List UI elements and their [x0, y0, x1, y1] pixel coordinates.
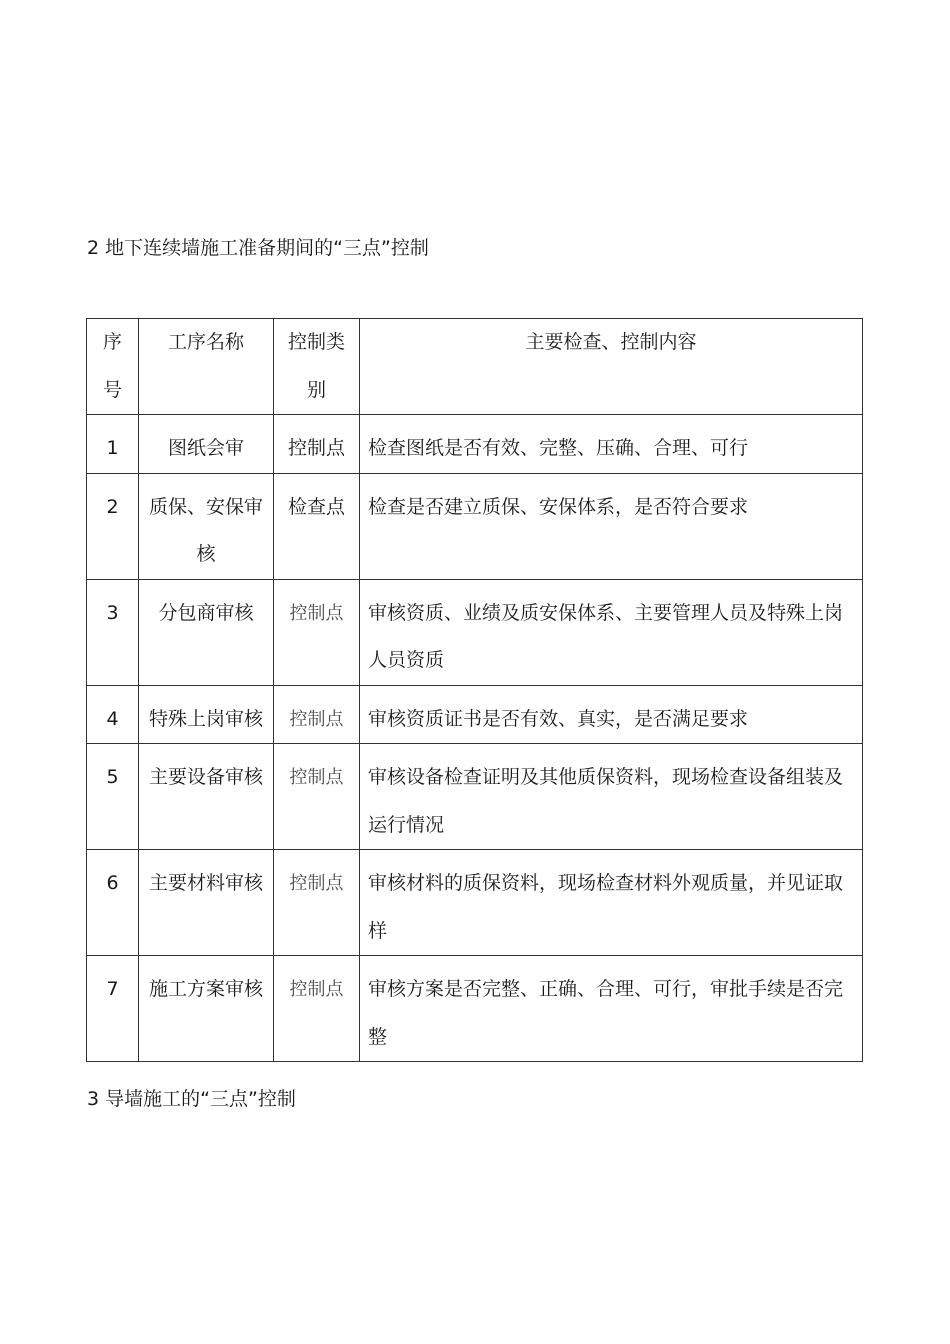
cell-no: 4: [87, 685, 139, 744]
cell-name: 图纸会审: [139, 415, 274, 474]
header-no: 序号: [87, 319, 139, 415]
section-heading-2: 2 地下连续墙施工准备期间的“三点”控制: [87, 237, 429, 259]
cell-name: 主要材料审核: [139, 850, 274, 956]
cell-no: 3: [87, 579, 139, 685]
cell-name: 分包商审核: [139, 579, 274, 685]
cell-name: 主要设备审核: [139, 744, 274, 850]
cell-name: 特殊上岗审核: [139, 685, 274, 744]
cell-type: 控制点: [274, 956, 360, 1062]
cell-content: 审核方案是否完整、正确、合理、可行，审批手续是否完整: [360, 956, 863, 1062]
cell-type: 控制点: [274, 579, 360, 685]
cell-content: 审核设备检查证明及其他质保资料，现场检查设备组装及运行情况: [360, 744, 863, 850]
cell-type: 检查点: [274, 473, 360, 579]
control-points-table: [86, 318, 863, 1062]
cell-content: 审核材料的质保资料，现场检查材料外观质量，并见证取样: [360, 850, 863, 956]
cell-no: 5: [87, 744, 139, 850]
header-name: 工序名称: [139, 319, 274, 415]
cell-type: 控制点: [274, 415, 360, 474]
table-row: [87, 956, 863, 1062]
cell-type: 控制点: [274, 744, 360, 850]
cell-name: 施工方案审核: [139, 956, 274, 1062]
section-heading-3: 3 导墙施工的“三点”控制: [87, 1088, 296, 1110]
cell-content: 审核资质证书是否有效、真实，是否满足要求: [360, 685, 863, 744]
cell-type: 控制点: [274, 850, 360, 956]
cell-no: 6: [87, 850, 139, 956]
table-row: [87, 685, 863, 744]
cell-no: 7: [87, 956, 139, 1062]
table-row: [87, 850, 863, 956]
cell-no: 1: [87, 415, 139, 474]
table-row: [87, 473, 863, 579]
cell-type: 控制点: [274, 685, 360, 744]
header-content: 主要检查、控制内容: [360, 319, 863, 415]
table-row: [87, 744, 863, 850]
cell-content: 检查是否建立质保、安保体系，是否符合要求: [360, 473, 863, 579]
header-type: 控制类别: [274, 319, 360, 415]
cell-name: 质保、安保审核: [139, 473, 274, 579]
cell-content: 审核资质、业绩及质安保体系、主要管理人员及特殊上岗人员资质: [360, 579, 863, 685]
table-row: [87, 415, 863, 474]
cell-content: 检查图纸是否有效、完整、压确、合理、可行: [360, 415, 863, 474]
table-header-row: [87, 319, 863, 415]
table-row: [87, 579, 863, 685]
cell-no: 2: [87, 473, 139, 579]
